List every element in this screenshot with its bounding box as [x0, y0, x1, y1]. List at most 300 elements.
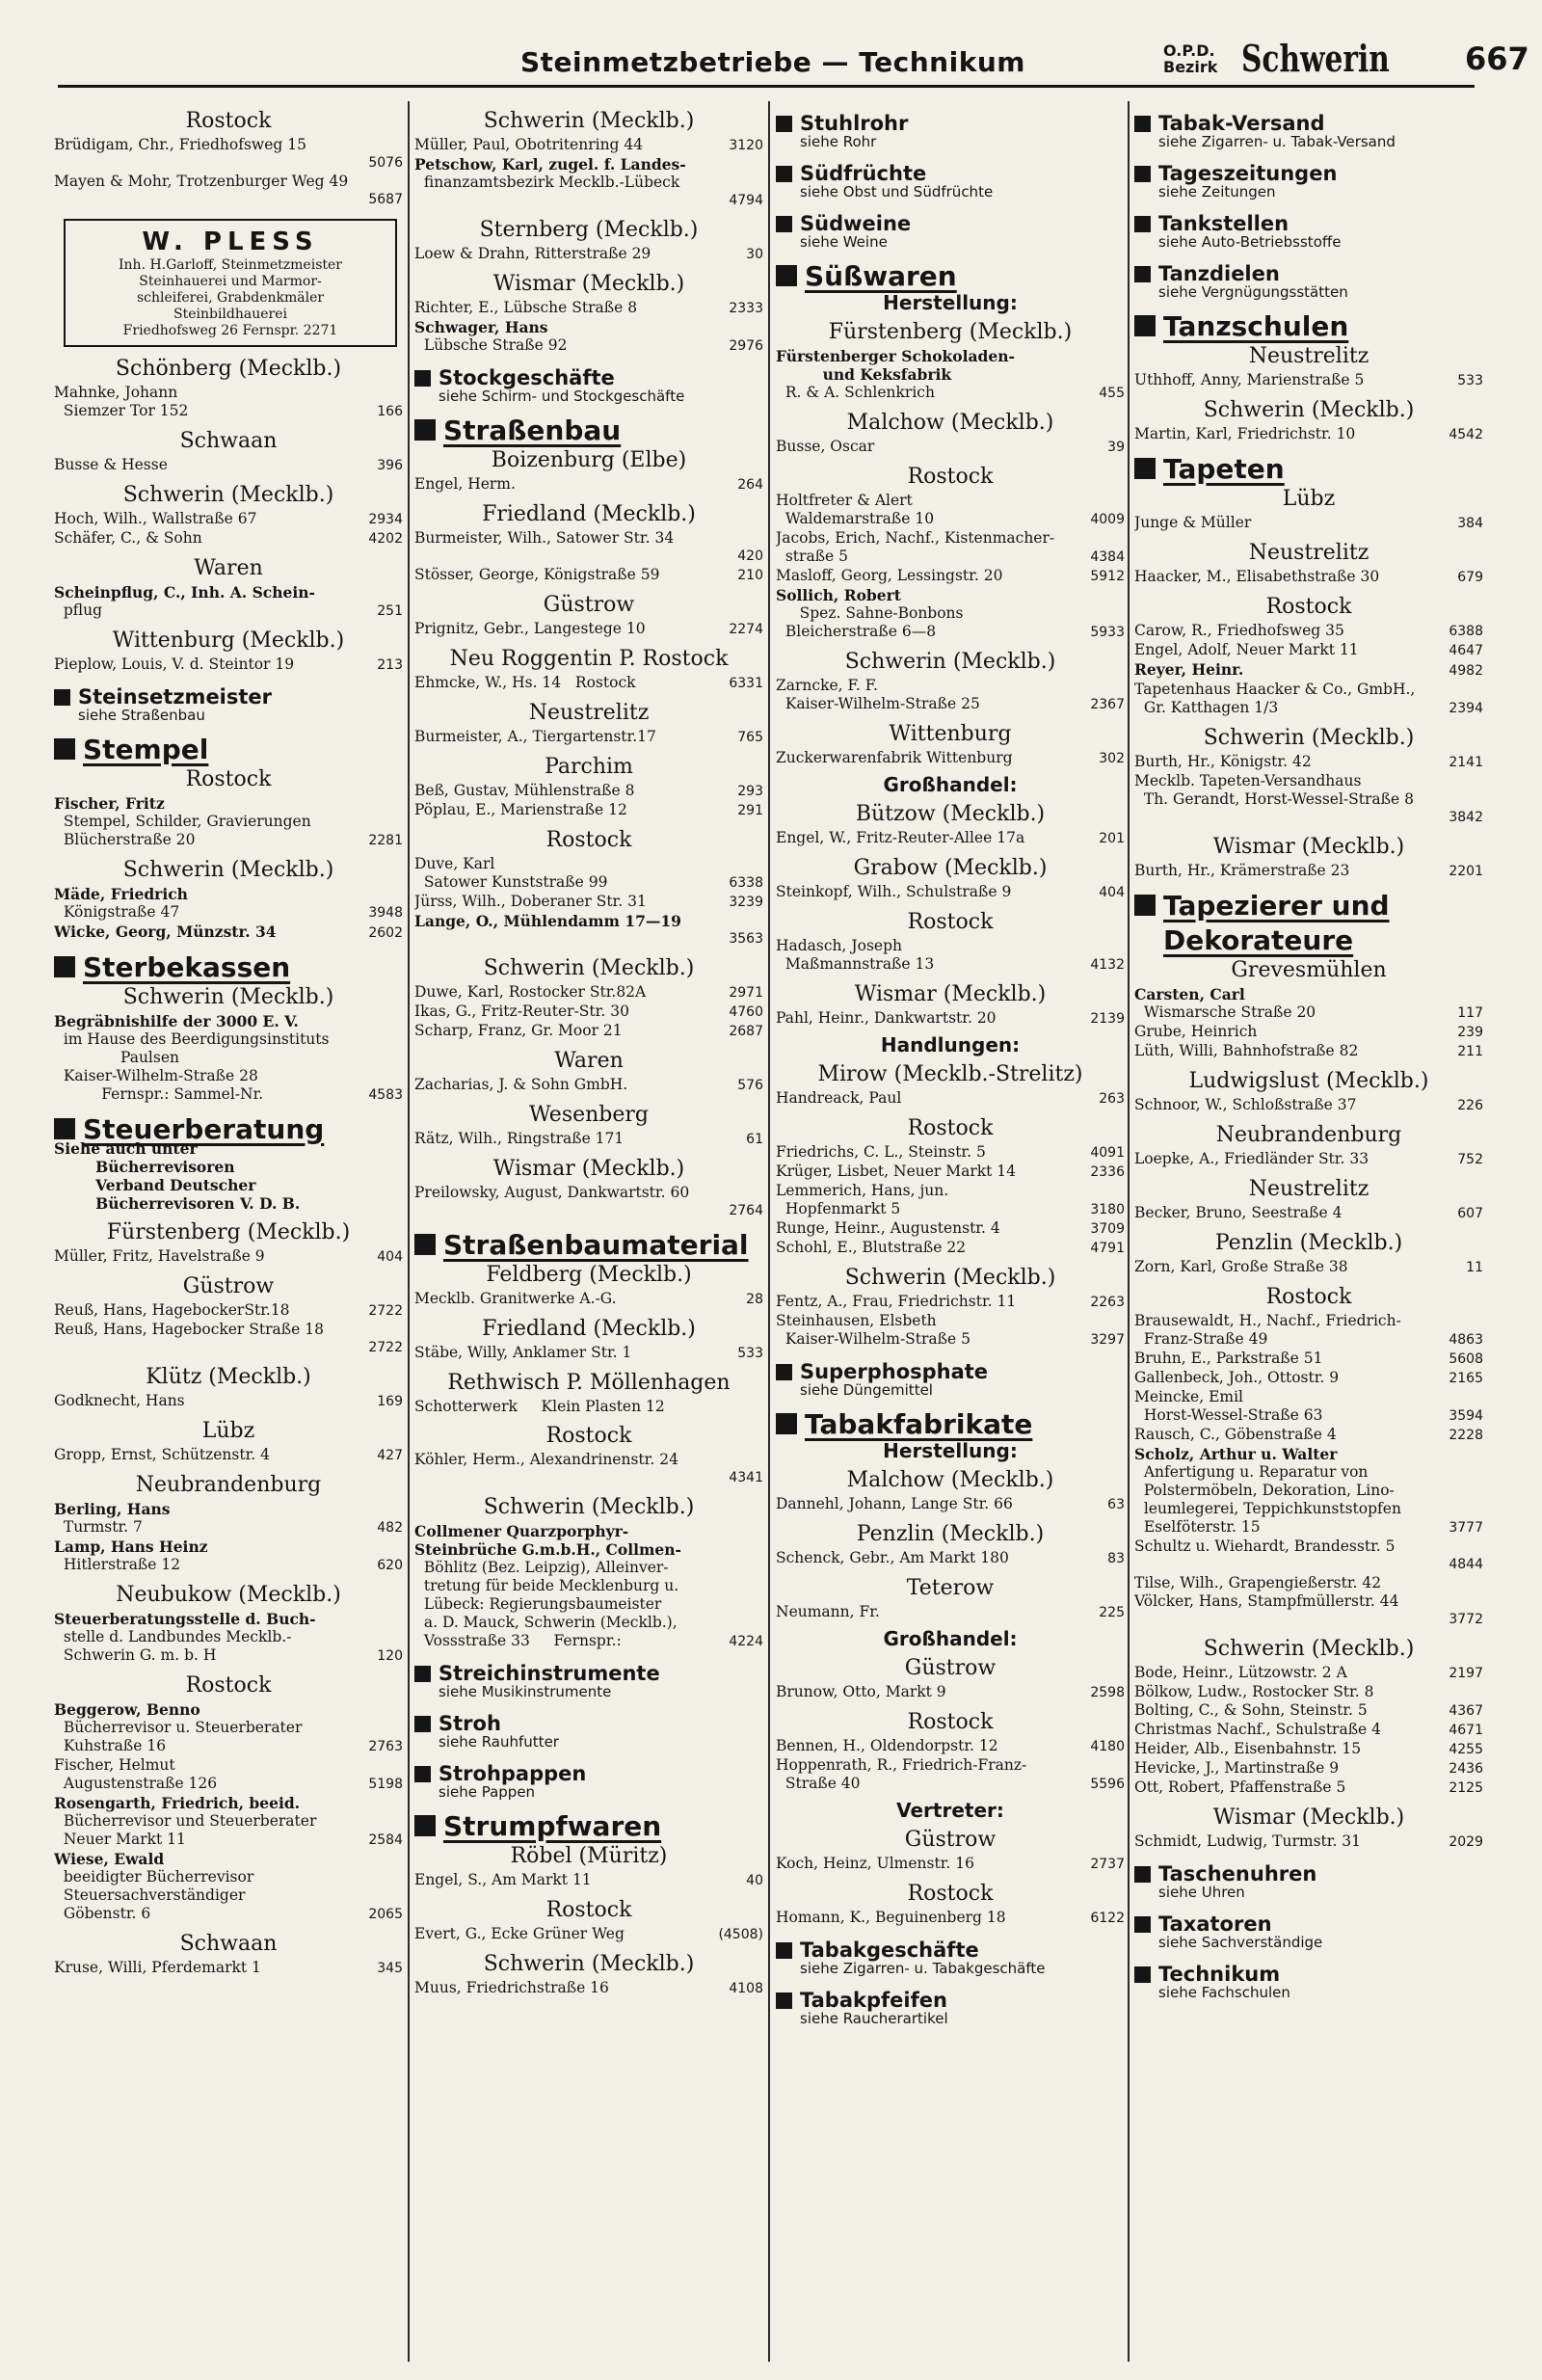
entry-name: Muus, Friedrichstraße 16 — [414, 1979, 609, 1996]
city-heading: Schwaan — [179, 429, 278, 453]
directory-entry — [1134, 1023, 1483, 1042]
city-heading: Rostock — [1265, 595, 1352, 619]
entry-name: Becker, Bruno, Seestraße 4 — [1134, 1204, 1343, 1221]
entry-name: Mahnke, Johann — [54, 384, 178, 401]
entry-phone: 63 — [1107, 1497, 1125, 1512]
entry-name: Siehe auch unter — [54, 1139, 198, 1158]
category-heading — [776, 212, 1125, 235]
entry-name: Scharp, Franz, Gr. Moor 21 — [414, 1022, 623, 1039]
entry-phone: 201 — [1099, 831, 1125, 846]
directory-entry — [776, 1089, 1125, 1109]
advertisement-title: W. PLESS — [142, 227, 319, 256]
entry-name: Heider, Alb., Eisenbahnstr. 15 — [1134, 1740, 1362, 1757]
directory-entry — [414, 1540, 763, 1559]
directory-entry — [776, 937, 1125, 955]
entry-name: Hoch, Wilh., Wallstraße 67 — [54, 510, 257, 527]
entry-phone: 2141 — [1449, 755, 1483, 770]
bullet-square-icon — [1134, 216, 1151, 232]
city-heading: Neustrelitz — [528, 701, 650, 725]
city-heading: Neubrandenburg — [135, 1473, 322, 1497]
city-heading: Feldberg (Mecklb.) — [486, 1263, 692, 1287]
directory-entry — [414, 855, 763, 873]
directory-entry — [414, 318, 763, 336]
entry-name: Gropp, Ernst, Schützenstr. 4 — [54, 1446, 270, 1463]
entry-name: Pahl, Heinr., Dankwartstr. 20 — [776, 1009, 997, 1027]
directory-entry — [414, 674, 763, 693]
entry-name: Schwager, Hans — [414, 318, 548, 336]
directory-entry — [414, 1614, 763, 1632]
entry-name: Brüdigam, Chr., Friedhofsweg 15 — [54, 136, 306, 153]
city-heading: Wittenburg (Mecklb.) — [112, 628, 345, 653]
district-city: Schwerin — [1241, 37, 1390, 80]
directory-entry — [1134, 641, 1483, 660]
directory-entry — [414, 728, 763, 747]
entry-phone: 4647 — [1449, 643, 1483, 658]
column-2 — [414, 101, 763, 2362]
directory-entry — [1134, 660, 1483, 681]
directory-entry — [414, 1451, 763, 1469]
directory-entry — [776, 695, 1125, 714]
entry-phone: 2281 — [368, 833, 403, 848]
advertisement-line: schleiferei, Grabdenkmäler — [136, 290, 325, 306]
directory-entry — [1134, 1664, 1483, 1683]
city-heading: Grevesmühlen — [1231, 958, 1387, 982]
category-heading — [414, 1662, 763, 1685]
city-heading: Rostock — [545, 1898, 632, 1922]
entry-phone: 30 — [746, 247, 763, 262]
cross-reference: siehe Pappen — [439, 1783, 536, 1801]
city-heading: Rostock — [185, 767, 272, 791]
entry-name: Carsten, Carl — [1134, 985, 1245, 1003]
entry-phone: 3180 — [1090, 1202, 1125, 1217]
category-heading — [414, 1228, 763, 1261]
directory-entry — [54, 384, 403, 402]
bullet-square-icon — [54, 689, 70, 706]
entry-phone: 4091 — [1090, 1145, 1125, 1161]
city-heading: Neustrelitz — [1248, 1177, 1369, 1201]
directory-entry — [1134, 1701, 1483, 1721]
bullet-square-icon — [776, 116, 792, 132]
city-heading: Rostock — [185, 109, 272, 133]
directory-entry — [1134, 1350, 1483, 1369]
entry-phone: 576 — [737, 1078, 763, 1093]
bullet-square-icon — [1134, 315, 1156, 336]
directory-entry — [1134, 1574, 1483, 1592]
directory-entry — [54, 1085, 403, 1105]
city-heading: Güstrow — [182, 1274, 275, 1298]
entry-phone: 4542 — [1449, 427, 1483, 442]
entry-name: Duve, Karl — [414, 855, 495, 872]
cross-reference: siehe Zeitungen — [1158, 183, 1276, 201]
entry-name: Spez. Sahne-Bonbons — [776, 604, 964, 622]
entry-phone: 120 — [377, 1648, 403, 1664]
entry-name: im Hause des Beerdigungsinstituts — [54, 1030, 330, 1048]
city-heading: Penzlin (Mecklb.) — [856, 1522, 1045, 1546]
entry-phone: 39 — [1107, 440, 1125, 455]
directory-entry — [54, 1446, 403, 1465]
category-label: Dekorateure — [1163, 923, 1354, 956]
entry-name: Schäfer, C., & Sohn — [54, 529, 202, 547]
entry-phone: 2971 — [729, 985, 763, 1001]
city-heading: Rostock — [907, 1710, 994, 1734]
entry-name: Ikas, G., Fritz-Reuter-Str. 30 — [414, 1003, 629, 1020]
entry-name: Tilse, Wilh., Grapengießerstr. 42 — [1134, 1574, 1382, 1591]
bullet-square-icon — [1134, 1866, 1151, 1883]
entry-name: Godknecht, Hans — [54, 1392, 185, 1409]
entry-phone: 2976 — [729, 338, 763, 354]
entry-name: Bolting, C., & Sohn, Steinstr. 5 — [1134, 1701, 1368, 1719]
bullet-square-icon — [776, 216, 792, 232]
directory-entry — [414, 155, 763, 174]
directory-entry — [1134, 1721, 1483, 1740]
entry-name: Begräbnishilfe der 3000 E. V. — [54, 1012, 299, 1030]
category-label: Stockgeschäfte — [439, 366, 615, 389]
cross-reference: siehe Rauhfutter — [439, 1733, 559, 1751]
entry-phone: 4180 — [1090, 1739, 1125, 1754]
entry-name: Lübeck: Regierungsbaumeister — [414, 1595, 662, 1613]
entry-name: Franz-Straße 49 — [1134, 1330, 1268, 1348]
entry-name: Mäde, Friedrich — [54, 885, 188, 903]
directory-entry — [776, 1909, 1125, 1928]
city-heading: Schwerin (Mecklb.) — [1203, 726, 1415, 750]
directory-entry — [414, 1522, 763, 1540]
category-heading — [1134, 1963, 1483, 1986]
category-heading — [1134, 112, 1483, 135]
city-heading: Parchim — [545, 755, 633, 779]
category-label: Süßwaren — [805, 259, 957, 292]
entry-phone: 5933 — [1090, 625, 1125, 640]
directory-entry — [54, 655, 403, 675]
opd-label: O.P.D. — [1163, 41, 1215, 60]
entry-name: Steinkopf, Wilh., Schulstraße 9 — [776, 883, 1012, 900]
directory-entry — [54, 1049, 403, 1067]
city-heading: Schwerin (Mecklb.) — [483, 1495, 695, 1519]
directory-entry — [414, 1577, 763, 1595]
bullet-square-icon — [776, 265, 797, 286]
city-heading: Fürstenberg (Mecklb.) — [106, 1220, 351, 1244]
cross-reference: siehe Fachschulen — [1158, 1984, 1290, 2001]
entry-name: Fernspr.: Sammel-Nr. — [54, 1085, 264, 1103]
directory-entry — [414, 801, 763, 820]
category-heading — [414, 1809, 763, 1842]
entry-phone: 2029 — [1449, 1834, 1483, 1850]
entry-name: Hadasch, Joseph — [776, 937, 902, 954]
entry-name: Neuer Markt 11 — [54, 1831, 186, 1848]
entry-phone: 169 — [377, 1394, 403, 1409]
city-heading: Ludwigslust (Mecklb.) — [1188, 1069, 1429, 1093]
entry-name: Richter, E., Lübsche Straße 8 — [414, 299, 638, 316]
directory-entry — [776, 883, 1125, 902]
city-heading: Rostock — [907, 910, 994, 934]
entry-phone: 225 — [1099, 1605, 1125, 1620]
entry-phone: 420 — [737, 548, 763, 564]
entry-name: Lübsche Straße 92 — [414, 336, 568, 354]
directory-entry — [54, 456, 403, 475]
entry-phone: 482 — [377, 1520, 403, 1536]
district-label — [1163, 42, 1217, 75]
directory-entry — [1134, 1445, 1483, 1463]
entry-name: Runge, Heinr., Augustenstr. 4 — [776, 1219, 1000, 1237]
entry-name: Mecklb. Granitwerke A.-G. — [414, 1290, 617, 1307]
entry-name: Bücherrevisor und Steuerberater — [54, 1812, 317, 1830]
entry-name: a. D. Mauck, Schwerin (Mecklb.), — [414, 1614, 678, 1631]
directory-entry — [776, 1239, 1125, 1258]
entry-name: Preilowsky, August, Dankwartstr. 60 — [414, 1184, 690, 1201]
city-heading: Güstrow — [904, 1656, 997, 1680]
directory-entry — [776, 438, 1125, 457]
directory-entry — [1134, 1406, 1483, 1426]
cross-reference: siehe Rohr — [800, 133, 877, 150]
category-heading — [776, 1360, 1125, 1383]
entry-name: Homann, K., Beguinenberg 18 — [776, 1909, 1006, 1926]
column-divider — [768, 101, 770, 2362]
entry-name: Busse & Hesse — [54, 456, 168, 473]
entry-phone: 2763 — [368, 1739, 403, 1754]
category-heading — [776, 1989, 1125, 2012]
entry-name: Vossstraße 33 Fernspr.: — [414, 1632, 622, 1649]
entry-name: straße 5 — [776, 548, 849, 565]
entry-phone: 211 — [1457, 1044, 1483, 1059]
category-label: Taxatoren — [1158, 1912, 1272, 1936]
directory-entry — [54, 1339, 403, 1357]
city-heading: Neubrandenburg — [1215, 1123, 1402, 1147]
directory-entry — [1134, 1426, 1483, 1445]
category-label: Superphosphate — [800, 1360, 989, 1383]
entry-phone: 4671 — [1449, 1723, 1483, 1738]
city-heading: Güstrow — [543, 593, 635, 617]
directory-entry — [414, 529, 763, 548]
entry-name: Loepke, A., Friedländer Str. 33 — [1134, 1150, 1369, 1167]
city-heading: Rostock — [907, 465, 994, 489]
entry-name: Tapetenhaus Haacker & Co., GmbH., — [1134, 681, 1416, 698]
entry-name: Petschow, Karl, zugel. f. Landes- — [414, 155, 686, 174]
entry-name: Bruhn, E., Parkstraße 51 — [1134, 1350, 1323, 1367]
directory-entry — [1134, 1592, 1483, 1611]
entry-name: Wicke, Georg, Münzstr. 34 — [54, 923, 277, 941]
directory-entry — [414, 930, 763, 949]
category-heading — [54, 1112, 403, 1145]
directory-entry — [414, 1559, 763, 1577]
entry-name: Ott, Robert, Pfaffenstraße 5 — [1134, 1778, 1346, 1796]
city-heading: Schönberg (Mecklb.) — [115, 357, 342, 381]
entry-name: Pieplow, Louis, V. d. Steintor 19 — [54, 655, 295, 673]
city-heading: Schwerin (Mecklb.) — [483, 1952, 695, 1976]
directory-entry — [776, 1737, 1125, 1756]
entry-name: Haacker, M., Elisabethstraße 30 — [1134, 568, 1380, 585]
directory-entry — [776, 384, 1125, 403]
directory-entry — [1134, 1538, 1483, 1556]
directory-entry — [776, 586, 1125, 604]
directory-entry — [776, 1495, 1125, 1514]
directory-entry — [776, 510, 1125, 529]
entry-phone: 533 — [737, 1346, 763, 1361]
directory-entry — [776, 1549, 1125, 1568]
entry-name: finanzamtsbezirk Mecklb.-Lübeck — [414, 174, 680, 191]
directory-entry — [776, 1143, 1125, 1163]
entry-phone: 2722 — [368, 1340, 403, 1355]
entry-phone: 2274 — [729, 622, 763, 637]
category-heading — [54, 685, 403, 709]
entry-name: Turmstr. 7 — [54, 1518, 143, 1536]
directory-entry — [54, 1500, 403, 1518]
entry-name: Junge & Müller — [1134, 514, 1252, 531]
directory-entry — [1134, 568, 1483, 587]
directory-entry — [54, 1756, 403, 1775]
entry-phone: 291 — [737, 803, 763, 818]
directory-entry — [1134, 1204, 1483, 1223]
category-heading — [54, 950, 403, 983]
directory-entry — [1134, 1500, 1483, 1518]
directory-entry — [776, 1603, 1125, 1622]
entry-name: Uthhoff, Anny, Marienstraße 5 — [1134, 371, 1365, 388]
bullet-square-icon — [54, 956, 75, 977]
advertisement-line: Friedhofsweg 26 Fernspr. 2271 — [122, 323, 338, 338]
city-heading: Rostock — [545, 1424, 632, 1448]
entry-name: Völcker, Hans, Stampfmüllerstr. 44 — [1134, 1592, 1399, 1610]
city-heading: Schwerin (Mecklb.) — [122, 985, 334, 1009]
entry-phone: 5596 — [1090, 1777, 1125, 1792]
directory-entry — [776, 1330, 1125, 1350]
entry-name: Th. Gerandt, Horst-Wessel-Straße 8 — [1134, 790, 1414, 808]
bullet-square-icon — [776, 166, 792, 182]
directory-entry — [414, 1632, 763, 1651]
directory-entry — [1134, 1740, 1483, 1759]
entry-phone: 4108 — [729, 1981, 763, 1996]
bullet-square-icon — [414, 1234, 436, 1255]
city-heading: Malchow (Mecklb.) — [846, 1468, 1054, 1492]
directory-entry — [1134, 1832, 1483, 1852]
city-heading: Friedland (Mecklb.) — [482, 1317, 696, 1341]
directory-entry — [414, 1344, 763, 1363]
entry-name: Müller, Fritz, Havelstraße 9 — [54, 1247, 265, 1265]
entry-name: Beggerow, Benno — [54, 1700, 200, 1719]
entry-name: Engel, Adolf, Neuer Markt 11 — [1134, 641, 1359, 658]
entry-phone: 5687 — [368, 192, 403, 207]
directory-entry — [54, 173, 403, 191]
entry-phone: 679 — [1457, 570, 1483, 585]
city-heading: Neubukow (Mecklb.) — [116, 1583, 341, 1607]
entry-name: Eselföterstr. 15 — [1134, 1518, 1261, 1536]
entry-phone: 5912 — [1090, 569, 1125, 584]
entry-name: Polstermöbeln, Dekoration, Lino- — [1134, 1482, 1395, 1499]
entry-name: Bücherrevisor u. Steuerberater — [54, 1719, 303, 1736]
directory-entry — [54, 1812, 403, 1831]
entry-phone: 6331 — [729, 676, 763, 691]
entry-phone: 2737 — [1090, 1857, 1125, 1872]
directory-entry — [414, 1595, 763, 1614]
entry-phone: 2139 — [1090, 1011, 1125, 1027]
category-label: Steinsetzmeister — [78, 685, 273, 709]
entry-name: Friedrichs, C. L., Steinstr. 5 — [776, 1143, 986, 1161]
entry-name: Göbenstr. 6 — [54, 1905, 151, 1922]
category-label: Technikum — [1158, 1963, 1281, 1986]
entry-phone: 251 — [377, 603, 403, 619]
entry-name: Schotterwerk Klein Plasten 12 — [414, 1398, 665, 1415]
entry-phone: 2598 — [1090, 1685, 1125, 1700]
entry-name: Bode, Heinr., Lützowstr. 2 A — [1134, 1664, 1347, 1681]
city-heading: Neu Roggentin P. Rostock — [449, 647, 729, 671]
entry-phone: 2165 — [1449, 1371, 1483, 1386]
city-heading: Friedland (Mecklb.) — [482, 502, 696, 526]
directory-entry — [776, 749, 1125, 768]
directory-entry — [54, 1012, 403, 1030]
city-heading: Schwaan — [179, 1932, 278, 1956]
city-heading: Sternberg (Mecklb.) — [479, 218, 699, 242]
entry-name: Bücherrevisoren — [54, 1158, 235, 1176]
entry-name: Reyer, Heinr. — [1134, 660, 1244, 679]
category-heading — [414, 366, 763, 389]
entry-phone: 455 — [1099, 386, 1125, 401]
entry-phone: 396 — [377, 458, 403, 473]
entry-phone: 4844 — [1449, 1557, 1483, 1572]
bullet-square-icon — [414, 1815, 436, 1836]
category-label: Strumpfwaren — [443, 1809, 662, 1842]
directory-entry — [776, 1009, 1125, 1029]
entry-name: Steuerberatungsstelle d. Buch- — [54, 1610, 316, 1628]
city-heading: Schwerin (Mecklb.) — [1203, 398, 1415, 422]
directory-entry — [54, 1301, 403, 1321]
entry-name: Pöplau, E., Marienstraße 12 — [414, 801, 627, 818]
city-heading: Rostock — [907, 1116, 994, 1140]
entry-name: Rätz, Wilh., Ringstraße 171 — [414, 1130, 625, 1147]
subsection-heading: Großhandel: — [883, 773, 1018, 796]
city-heading: Rostock — [1265, 1285, 1352, 1309]
entry-name: Brunow, Otto, Markt 9 — [776, 1683, 946, 1700]
directory-entry — [1134, 772, 1483, 790]
entry-phone: 6388 — [1449, 624, 1483, 639]
entry-name: Beß, Gustav, Mühlenstraße 8 — [414, 782, 635, 799]
category-label: Tabakpfeifen — [800, 1989, 947, 2012]
bullet-square-icon — [414, 419, 436, 441]
entry-name: Schohl, E., Blutstraße 22 — [776, 1239, 967, 1256]
directory-entry — [1134, 1042, 1483, 1061]
entry-phone: 2336 — [1090, 1164, 1125, 1180]
city-heading: Wismar (Mecklb.) — [854, 982, 1047, 1006]
directory-entry — [414, 174, 763, 192]
directory-entry — [414, 1925, 763, 1944]
entry-name: Brausewaldt, H., Nachf., Friedrich- — [1134, 1312, 1401, 1329]
entry-phone: 620 — [377, 1558, 403, 1573]
entry-name: beeidigter Bücherrevisor — [54, 1868, 254, 1885]
city-heading: Schwerin (Mecklb.) — [844, 650, 1056, 674]
entry-phone: 263 — [1099, 1091, 1125, 1107]
category-label: Südfrüchte — [800, 162, 927, 185]
entry-phone: 213 — [377, 657, 403, 673]
entry-name: Kuhstraße 16 — [54, 1737, 167, 1754]
entry-name: Hopfenmarkt 5 — [776, 1200, 901, 1217]
category-heading — [1134, 889, 1483, 922]
entry-phone: 3239 — [729, 895, 763, 910]
directory-entry — [1134, 1463, 1483, 1482]
entry-phone: 2065 — [368, 1907, 403, 1922]
entry-name: Hitlerstraße 12 — [54, 1556, 181, 1573]
directory-entry — [776, 1163, 1125, 1182]
entry-phone: 4132 — [1090, 957, 1125, 973]
cross-reference: siehe Obst und Südfrüchte — [800, 183, 994, 201]
entry-name: Holtfreter & Alert — [776, 492, 913, 509]
entry-name: Berling, Hans — [54, 1500, 171, 1518]
directory-entry — [1134, 1003, 1483, 1023]
page-title: Steinmetzbetriebe — Technikum — [520, 46, 1025, 78]
column-4 — [1134, 101, 1483, 2362]
directory-entry — [776, 1200, 1125, 1219]
bullet-square-icon — [1134, 116, 1151, 132]
category-heading — [776, 259, 1125, 292]
directory-entry — [1134, 1778, 1483, 1798]
advertisement-box — [64, 219, 397, 347]
directory-entry — [776, 677, 1125, 695]
directory-entry — [1134, 1759, 1483, 1778]
